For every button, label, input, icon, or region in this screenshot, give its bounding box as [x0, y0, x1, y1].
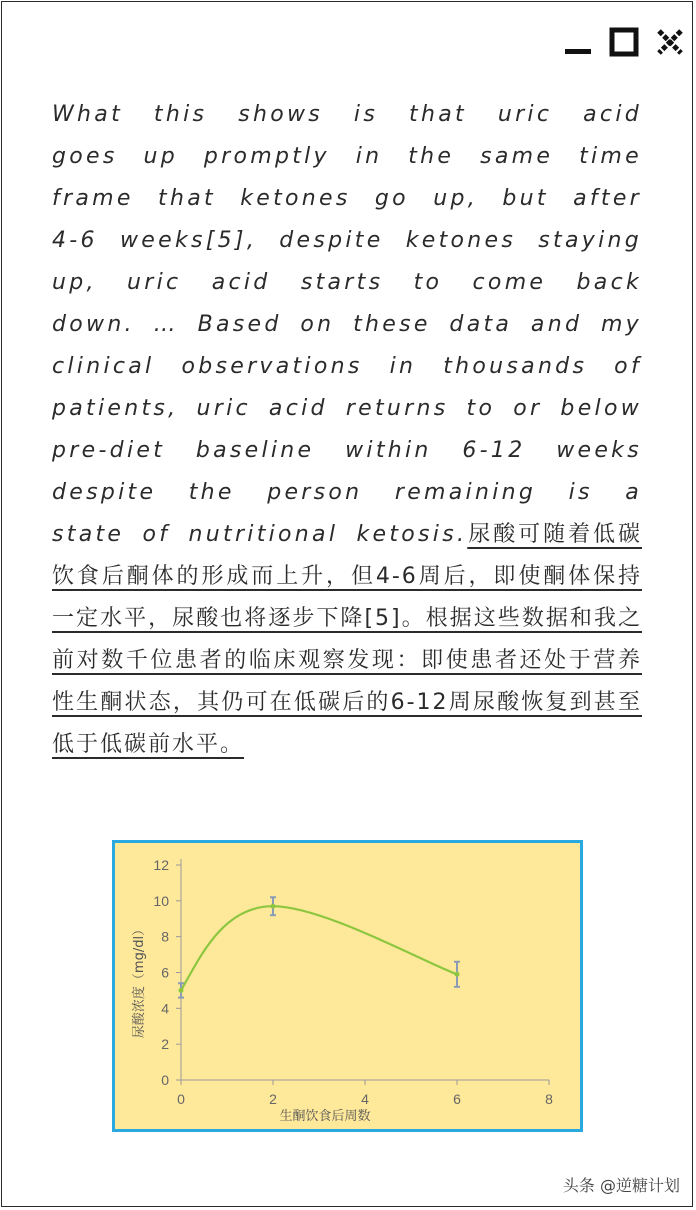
- x-tick-label: 4: [361, 1091, 369, 1107]
- window-controls: [562, 26, 686, 58]
- data-point: [271, 904, 276, 909]
- close-button[interactable]: [654, 26, 686, 58]
- data-point: [455, 972, 460, 977]
- close-icon: [655, 27, 685, 57]
- y-tick-label: 2: [161, 1036, 169, 1053]
- source-attribution: 头条 @逆糖计划: [562, 1176, 680, 1195]
- chart-svg: [115, 843, 580, 1129]
- series-line: [181, 906, 457, 990]
- y-tick-label: 12: [153, 857, 169, 873]
- minimize-icon: [563, 27, 593, 57]
- y-tick-label: 0: [161, 1072, 169, 1088]
- minimize-button[interactable]: [562, 26, 594, 58]
- x-tick-label: 0: [177, 1091, 185, 1107]
- uric-acid-chart: [112, 840, 583, 1132]
- y-tick-label: 10: [153, 892, 169, 909]
- x-tick-label: 6: [453, 1091, 461, 1107]
- x-axis-label: 生酮饮食后周数: [279, 1109, 371, 1124]
- article-quote: [52, 94, 642, 766]
- y-tick-label: 4: [161, 1000, 169, 1017]
- data-point: [179, 988, 184, 993]
- quote-chinese-translation: 尿酸可随着低碳饮食后酮体的形成而上升，但4-6周后，即使酮体保持一定水平，尿酸也将逐步下降[5]。根据这些数据和我之前对数千位患者的临床观察发现：即使患者还处于营养性生酮状态，其仍可在低碳后的6-12周尿酸恢复到甚至低于低碳前水平。: [52, 522, 642, 757]
- maximize-icon: [609, 27, 639, 57]
- y-tick-label: 6: [161, 964, 169, 981]
- y-tick-label: 8: [161, 928, 169, 945]
- x-tick-label: 8: [545, 1091, 553, 1107]
- y-axis-label: 尿酸浓度（mg/dl）: [132, 922, 147, 1039]
- x-tick-label: 2: [269, 1091, 277, 1107]
- quote-english: What this shows is that uric acid goes up promptly in the same time frame that ketones go up, but after 4-6 weeks[5], despite ketones staying up, uric acid starts to come back down. … Based on these data and my clinical observations in thousands of patients, uric acid returns to or below pre-diet baseline within 6-12 weeks despite the person remaining is a state of nutritional ketosis.: [52, 102, 642, 547]
- maximize-button[interactable]: [608, 26, 640, 58]
